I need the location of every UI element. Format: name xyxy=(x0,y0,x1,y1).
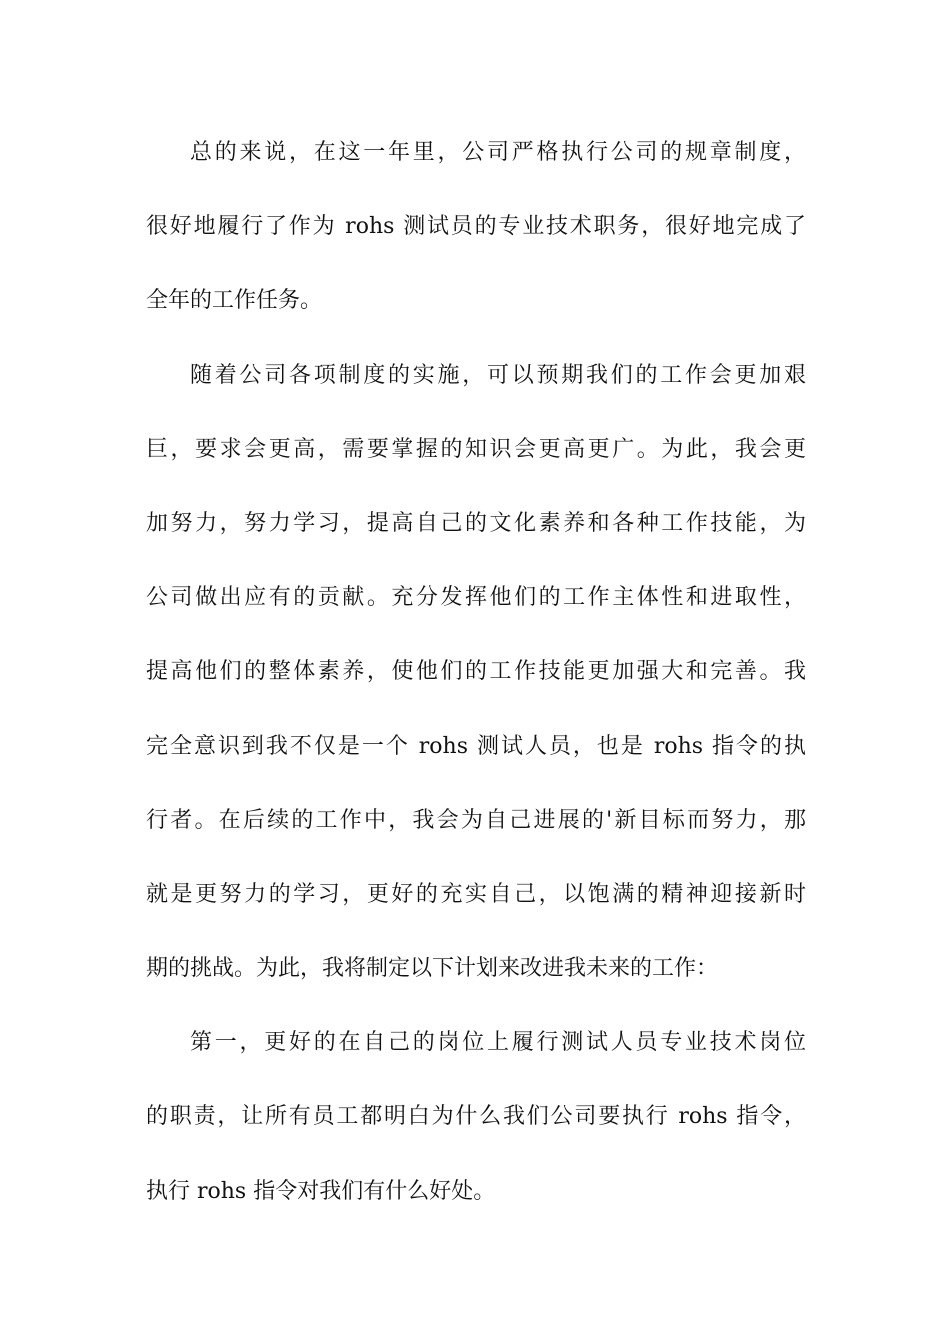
paragraph-1-line-2: 很好地履行了作为 rohs 测试员的专业技术职务，很好地完成了 xyxy=(146,214,806,240)
paragraph-2-line-7: 行者。在后续的工作中，我会为自己进展的'新目标而努力，那 xyxy=(146,807,806,833)
document-body xyxy=(146,126,806,1239)
paragraph-2-line-6: 完全意识到我不仅是一个 rohs 测试人员，也是 rohs 指令的执 xyxy=(146,733,806,759)
paragraph-3-line-3: 执行 rohs 指令对我们有什么好处。 xyxy=(146,1178,496,1204)
paragraph-2-line-9: 期的挑战。为此，我将制定以下计划来改进我未来的工作： xyxy=(146,956,719,982)
paragraph-1-line-3: 全年的工作任务。 xyxy=(146,288,323,314)
paragraph-2-line-8: 就是更努力的学习，更好的充实自己，以饱满的精神迎接新时 xyxy=(146,881,806,907)
paragraph-3-line-2: 的职责，让所有员工都明白为什么我们公司要执行 rohs 指令， xyxy=(146,1104,806,1130)
paragraph-2-line-2: 巨，要求会更高，需要掌握的知识会更高更广。为此，我会更 xyxy=(146,436,806,462)
paragraph-3-line-1: 第一，更好的在自己的岗位上履行测试人员专业技术岗位 xyxy=(190,1030,806,1056)
paragraph-2-line-4: 公司做出应有的贡献。充分发挥他们的工作主体性和进取性， xyxy=(146,585,806,611)
paragraph-2-line-3: 加努力，努力学习，提高自己的文化素养和各种工作技能，为 xyxy=(146,510,806,536)
paragraph-2-line-1: 随着公司各项制度的实施，可以预期我们的工作会更加艰 xyxy=(190,362,806,388)
paragraph-1-line-1: 总的来说，在这一年里，公司严格执行公司的规章制度， xyxy=(190,140,806,165)
paragraph-2-line-5: 提高他们的整体素养，使他们的工作技能更加强大和完善。我 xyxy=(146,659,806,685)
